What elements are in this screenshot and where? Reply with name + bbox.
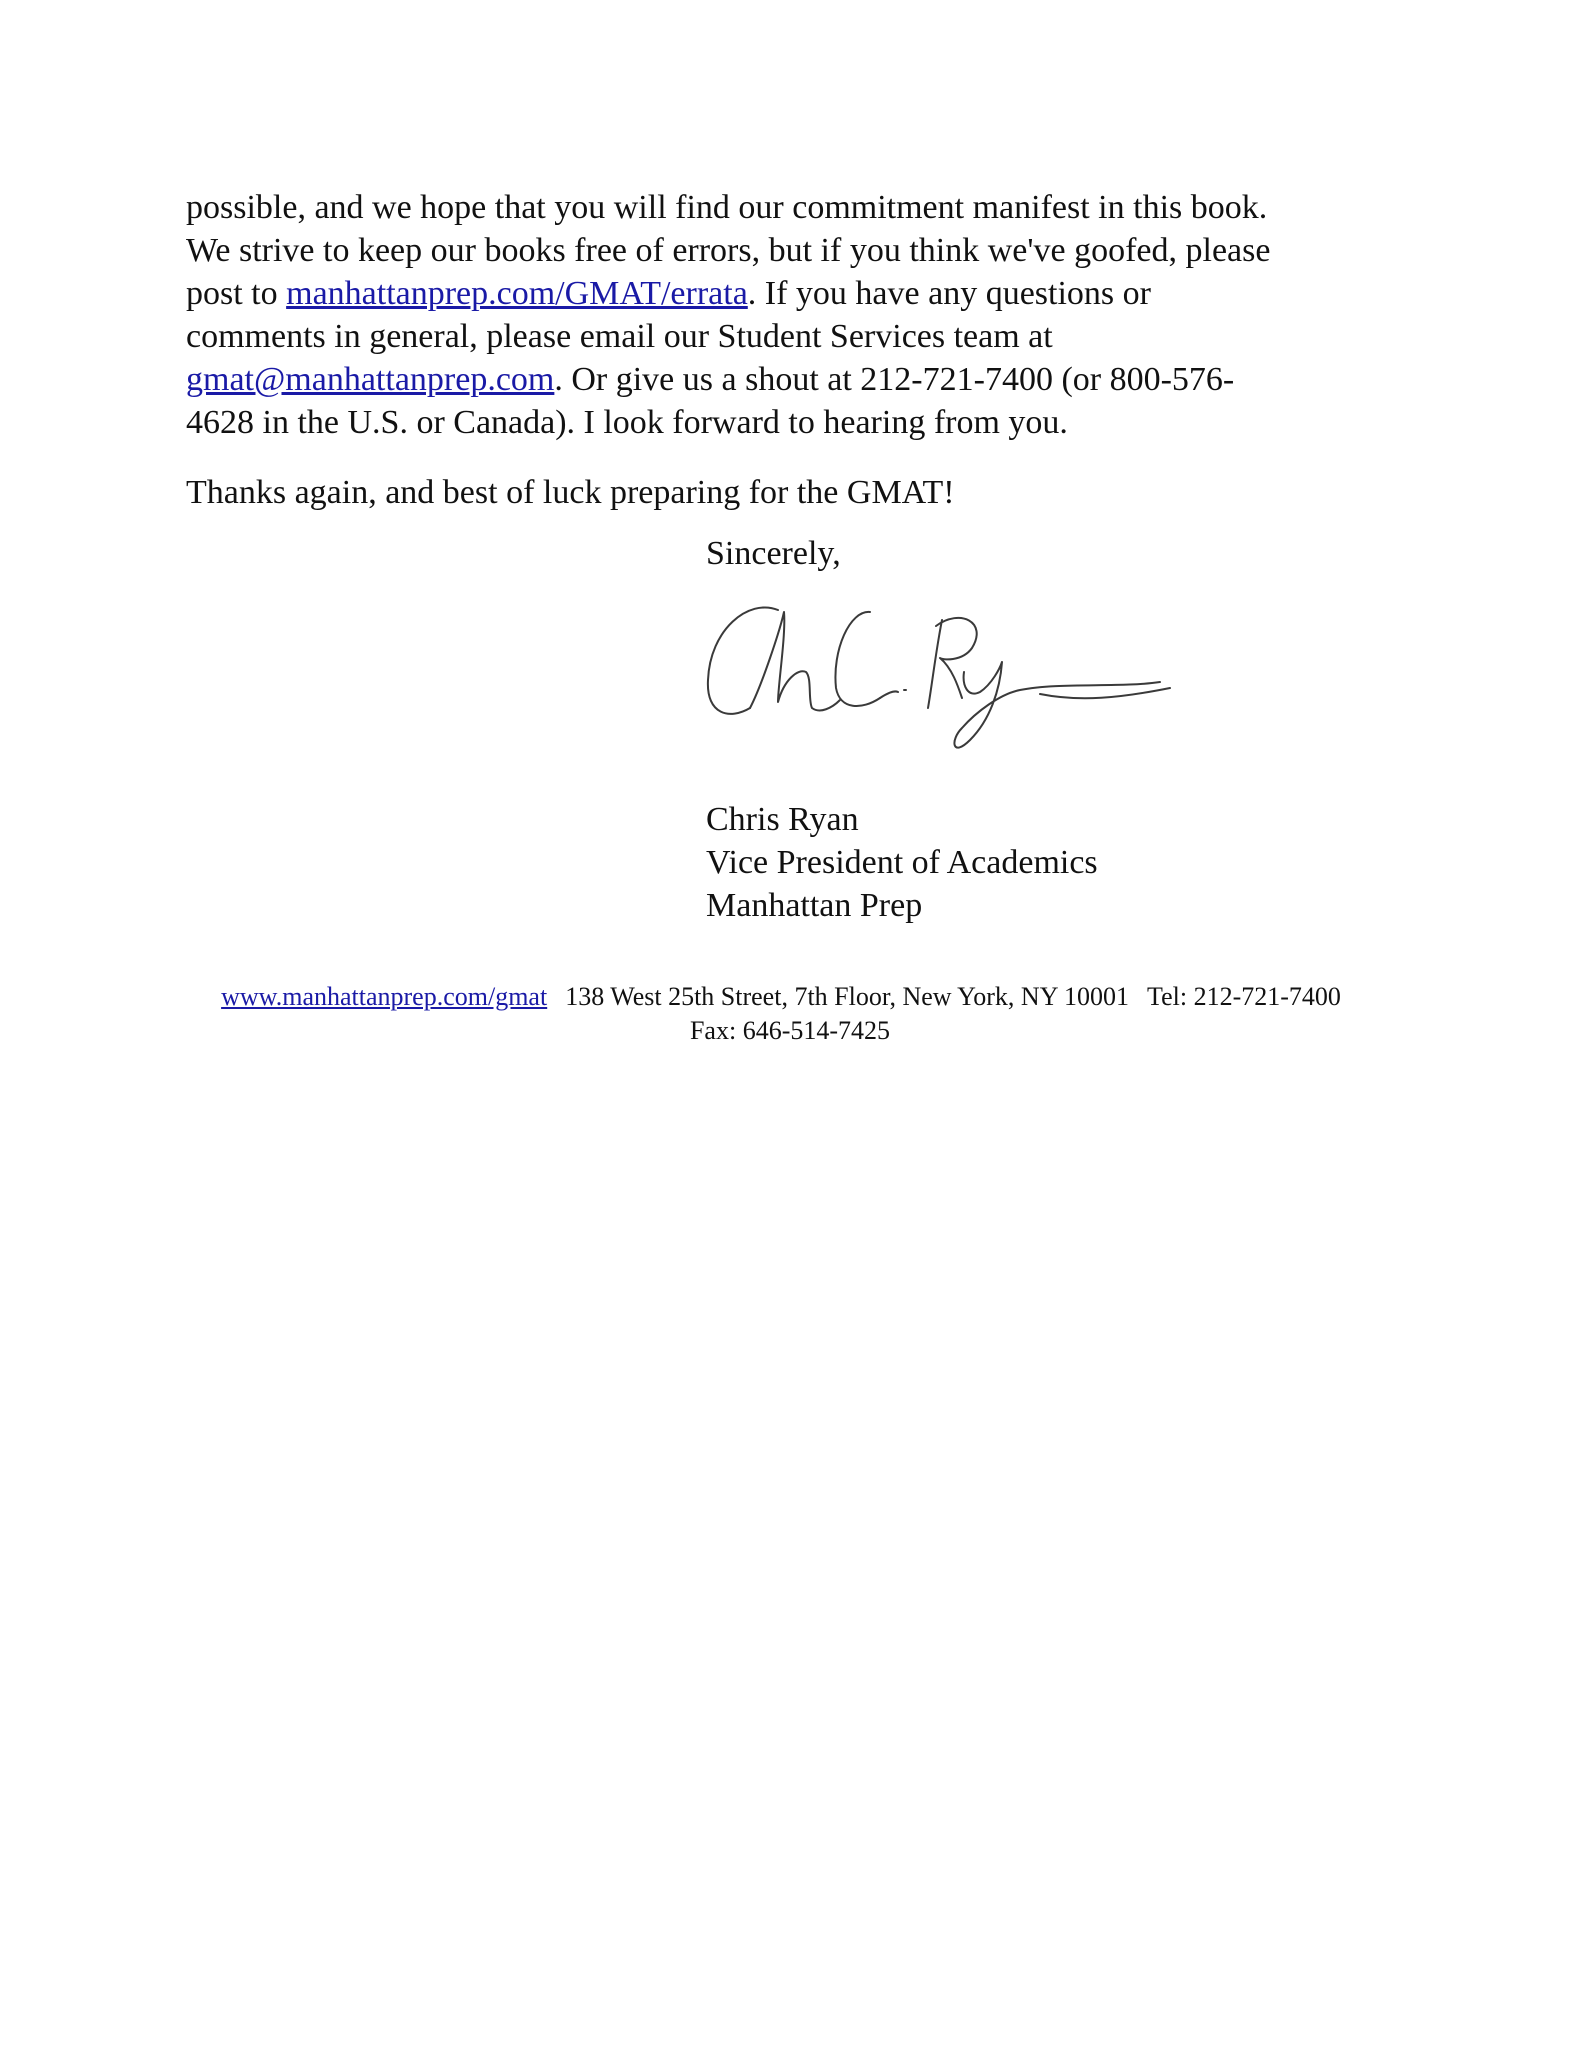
paragraph-1-line-3-end: . If you have any questions or <box>747 275 1151 312</box>
letter-paragraph-1 <box>186 186 1386 444</box>
paragraph-1-line-4: comments in general, please email our Student Services team at <box>186 318 1053 355</box>
letter-paragraph-2: Thanks again, and best of luck preparing for the GMAT! <box>186 474 955 511</box>
footer-address: 138 West 25th Street, 7th Floor, New York, NY 10001 <box>565 982 1130 1011</box>
paragraph-1-line-6: 4628 in the U.S. or Canada). I look forward to hearing from you. <box>186 404 1068 441</box>
footer-telephone: Tel: 212-721-7400 <box>1147 982 1341 1011</box>
website-link[interactable]: www.manhattanprep.com/gmat <box>221 982 548 1011</box>
paragraph-1-line-3 <box>186 272 1386 315</box>
signature-block <box>706 798 1098 927</box>
email-link[interactable]: gmat@manhattanprep.com <box>186 361 555 398</box>
errata-link[interactable]: manhattanprep.com/GMAT/errata <box>286 275 748 312</box>
letterhead-footer <box>200 980 1380 1048</box>
paragraph-1-line-2: We strive to keep our books free of errors, but if you think we've goofed, please <box>186 232 1271 269</box>
letter-closing: Sincerely, <box>706 535 841 572</box>
signer-title: Vice President of Academics <box>706 844 1098 881</box>
footer-fax: Fax: 646-514-7425 <box>689 1016 891 1045</box>
signer-name: Chris Ryan <box>706 801 859 838</box>
paragraph-1-line-5-end: . Or give us a shout at 212-721-7400 (or 800-576- <box>554 361 1235 398</box>
paragraph-1-line-5 <box>186 358 1386 401</box>
paragraph-1-line-1: possible, and we hope that you will find our commitment manifest in this book. <box>186 189 1268 226</box>
handwritten-signature <box>700 590 1180 770</box>
paragraph-1-line-3-start: post to <box>186 275 287 312</box>
signer-organization: Manhattan Prep <box>706 887 923 924</box>
